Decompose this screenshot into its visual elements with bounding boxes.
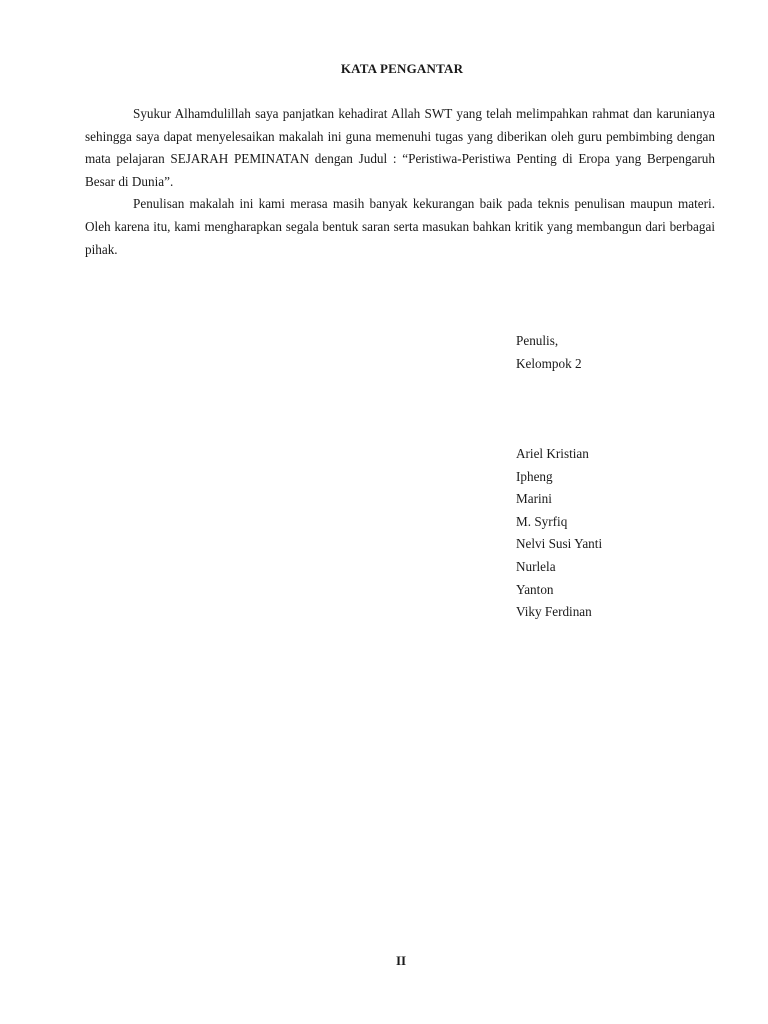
- member-name: Viky Ferdinan: [516, 604, 592, 620]
- signature-group: Kelompok 2: [516, 355, 582, 371]
- signature-block: [516, 330, 582, 375]
- member-name: M. Syrfiq: [516, 513, 568, 529]
- body-text: [85, 103, 715, 261]
- member-name: Marini: [516, 491, 552, 507]
- member-name: Ariel Kristian: [516, 446, 589, 461]
- page-title: KATA PENGANTAR: [340, 61, 464, 76]
- page-number: II: [395, 953, 407, 968]
- member-name: Nelvi Susi Yanti: [516, 536, 603, 552]
- signature-role: Penulis,: [516, 333, 559, 348]
- member-name: Yanton: [516, 581, 554, 597]
- member-name: Ipheng: [516, 468, 553, 484]
- member-name: Nurlela: [516, 558, 556, 574]
- paragraph-2: Penulisan makalah ini kami merasa masih banyak kekurangan baik pada teknis penulisan maupun materi. Oleh karena itu, kami mengharapkan segala bentuk saran serta masukan bahkan kritik yang membangun dari berbagai pihak.: [85, 196, 715, 257]
- paragraph-1: Syukur Alhamdulillah saya panjatkan kehadirat Allah SWT yang telah melimpahkan rahmat dan karunianya sehingga saya dapat menyelesaikan makalah ini guna memenuhi tugas yang diberikan oleh guru pembimbing dengan mata pelajaran SEJARAH PEMINATAN dengan Judul : “Peristiwa-Peristiwa Penting di Eropa yang Berpengaruh Besar di Dunia”.: [85, 106, 715, 189]
- member-list: [516, 443, 602, 624]
